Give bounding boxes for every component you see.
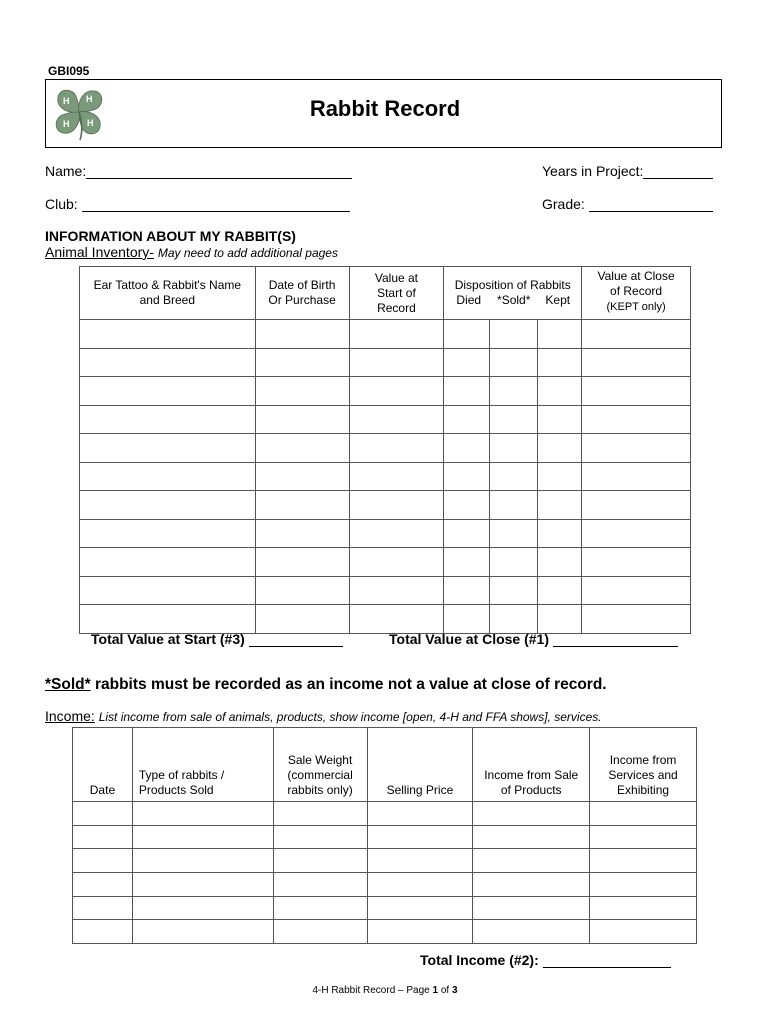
table-row <box>80 320 691 349</box>
table-row <box>80 348 691 377</box>
club-field[interactable] <box>45 196 350 212</box>
four-h-clover-logo <box>50 84 108 142</box>
sold-emphasis: *Sold* <box>45 676 91 693</box>
income-label: Income: <box>45 708 95 724</box>
table-row <box>73 873 697 897</box>
name-label: Name: <box>45 163 87 179</box>
table-row <box>80 548 691 577</box>
table-row <box>80 605 691 634</box>
table-row <box>80 462 691 491</box>
svg-text:H: H <box>87 118 94 128</box>
svg-text:H: H <box>86 94 93 104</box>
table-row <box>80 519 691 548</box>
club-label: Club: <box>45 196 78 212</box>
col-date-of-birth: Date of Birth Or Purchase <box>255 267 349 320</box>
total-close-line[interactable] <box>553 632 678 647</box>
total-close-field[interactable] <box>389 631 678 647</box>
inventory-header-row <box>80 267 691 320</box>
col-selling-price: Selling Price <box>367 728 473 802</box>
col-value-start: Value at Start of Record <box>349 267 444 320</box>
inventory-label: Animal Inventory- <box>45 244 154 260</box>
col-date: Date <box>73 728 133 802</box>
table-row <box>80 576 691 605</box>
svg-text:H: H <box>63 119 70 129</box>
table-row <box>80 434 691 463</box>
section-heading: INFORMATION ABOUT MY RABBIT(S) <box>45 228 296 244</box>
sold-note-text: rabbits must be recorded as an income not a value at close of record. <box>90 676 607 693</box>
page-title: Rabbit Record <box>309 96 461 121</box>
col-disposition: Disposition of Rabbits Died *Sold* Kept <box>444 267 582 320</box>
grade-field[interactable] <box>542 196 713 212</box>
name-field[interactable] <box>45 163 352 179</box>
col-value-close: Value at Close of Record (KEPT only) <box>582 267 691 320</box>
page-footer: 4-H Rabbit Record – Page 1 of 3 <box>312 985 458 996</box>
grade-label: Grade: <box>542 196 585 212</box>
svg-text:H: H <box>63 96 70 106</box>
grade-line[interactable] <box>589 197 713 212</box>
years-line[interactable] <box>643 164 713 179</box>
total-start-field[interactable] <box>91 631 343 647</box>
col-ear-tattoo: Ear Tattoo & Rabbit's Name and Breed <box>80 267 256 320</box>
table-row <box>80 377 691 406</box>
total-income-field[interactable] <box>420 952 671 968</box>
col-income-sale: Income from Sale of Products <box>473 728 590 802</box>
sold-note <box>45 676 607 694</box>
table-row <box>73 920 697 944</box>
form-code: GBI095 <box>48 64 90 78</box>
table-row <box>73 896 697 920</box>
col-income-services: Income from Services and Exhibiting <box>590 728 697 802</box>
club-line[interactable] <box>82 197 350 212</box>
name-line[interactable] <box>86 164 352 179</box>
inventory-table <box>79 266 691 634</box>
table-row <box>80 405 691 434</box>
total-close-label: Total Value at Close (#1) <box>389 631 550 647</box>
income-body <box>73 802 697 944</box>
total-income-label: Total Income (#2): <box>420 952 539 968</box>
total-start-line[interactable] <box>249 632 343 647</box>
total-start-label: Total Value at Start (#3) <box>91 631 245 647</box>
total-income-line[interactable] <box>543 953 671 968</box>
income-note: List income from sale of animals, products, show income [open, 4-H and FFA shows], services. <box>98 710 602 724</box>
inventory-subheading <box>45 244 338 260</box>
inventory-body <box>80 320 691 634</box>
years-field[interactable] <box>542 163 713 179</box>
income-subheading <box>45 708 602 724</box>
col-type: Type of rabbits / Products Sold <box>132 728 273 802</box>
inventory-note: May need to add additional pages <box>157 246 338 260</box>
table-row <box>73 825 697 849</box>
income-table <box>72 727 697 944</box>
table-row <box>73 849 697 873</box>
col-sale-weight: Sale Weight (commercial rabbits only) <box>273 728 367 802</box>
table-row <box>80 491 691 520</box>
years-label: Years in Project: <box>542 163 644 179</box>
table-row <box>73 802 697 826</box>
income-header-row <box>73 728 697 802</box>
